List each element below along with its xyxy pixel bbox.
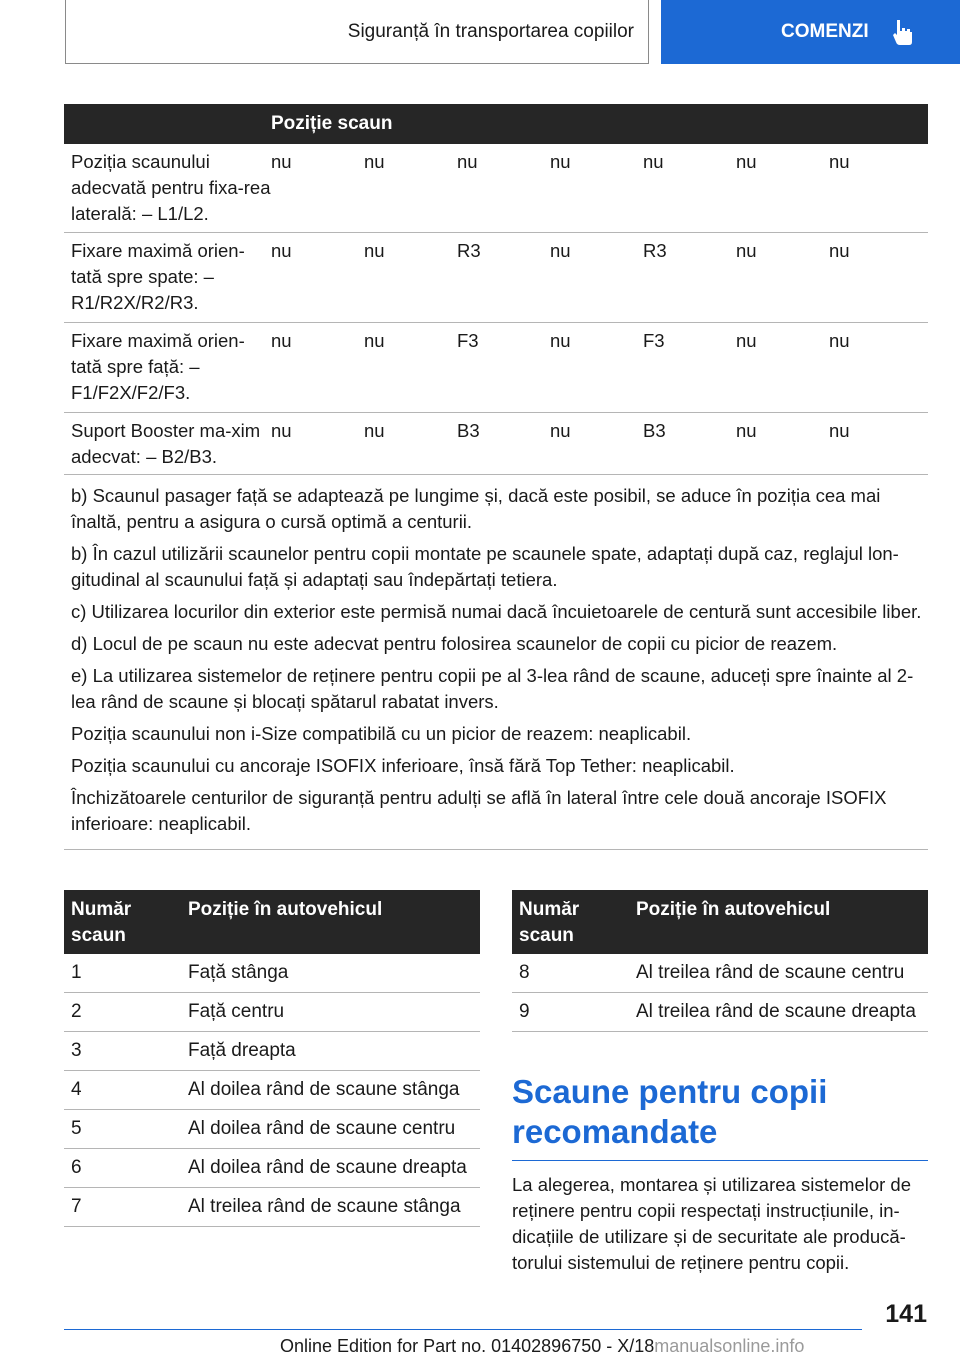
- table-header: [64, 890, 480, 954]
- seat-position-table: [64, 104, 928, 475]
- table-cell: nu: [457, 151, 478, 172]
- table-cell: nu: [829, 330, 850, 351]
- table-cell: nu: [829, 420, 850, 441]
- footnote: b) În cazul utilizării scaunelor pentru copii montate pe scaunele spate, adaptați după caz, reglajul lon-gitudinal al scaunului față și adaptați sau îndepărtați tetiera.: [71, 543, 899, 590]
- table-row: [64, 413, 928, 475]
- table-row: [64, 1110, 480, 1149]
- seat-position: Față stânga: [188, 962, 289, 983]
- table-cell: nu: [736, 151, 757, 172]
- table-cell: nu: [550, 330, 571, 351]
- table-cell: F3: [643, 330, 665, 351]
- header-section-label: Siguranță în transportarea copiilor: [347, 20, 634, 42]
- table-row: [64, 144, 928, 233]
- seat-number-table-right: [512, 890, 928, 1032]
- table-row: [64, 323, 928, 413]
- seat-number: 7: [71, 1196, 82, 1217]
- table-cell: B3: [457, 420, 480, 441]
- seat-position: Al treilea rând de scaune stânga: [188, 1196, 461, 1217]
- seat-number-table-left: [64, 890, 480, 1227]
- footer-edition-text: Online Edition for Part no. 01402896750 - X/18: [280, 1336, 655, 1356]
- seat-position: Al doilea rând de scaune stânga: [188, 1079, 460, 1100]
- footnotes: [64, 473, 928, 850]
- table-cell: nu: [271, 330, 292, 351]
- row-label: Fixare maximă orien-tată spre față: – F1/F2X/F2/F3.: [71, 330, 245, 403]
- table-cell: nu: [829, 151, 850, 172]
- table-row: [64, 1149, 480, 1188]
- seat-position: Față centru: [188, 1001, 285, 1022]
- footnote: Poziția scaunului non i-Size compatibilă cu un picior de reazem: neaplicabil.: [71, 723, 692, 744]
- table-row: [512, 993, 928, 1032]
- seat-number: 1: [71, 962, 82, 983]
- seat-number: 4: [71, 1079, 82, 1100]
- footnote: b) Scaunul pasager față se adaptează pe lungime și, dacă este posibil, se aduce în poziția cea mai înaltă, pentru a asigura o cursă optimă a centurii.: [71, 485, 881, 532]
- table-cell: B3: [643, 420, 666, 441]
- table-cell: nu: [271, 151, 292, 172]
- table-row: [64, 233, 928, 323]
- row-label: Suport Booster ma-xim adecvat: – B2/B3.: [71, 420, 261, 467]
- table-cell: nu: [550, 240, 571, 261]
- footnote: Închizătoarele centurilor de siguranță pentru adulți se află în lateral între cele două ancoraje ISOFIX inferioare: neaplicabil.: [71, 787, 887, 834]
- seat-number: 3: [71, 1040, 82, 1061]
- table-cell: nu: [550, 420, 571, 441]
- table-cell: R3: [643, 240, 667, 261]
- table-header: [64, 104, 928, 144]
- table-cell: nu: [643, 151, 664, 172]
- header-section-title: [65, 0, 649, 64]
- table-cell: nu: [271, 240, 292, 261]
- seat-number: 9: [519, 1001, 530, 1022]
- seat-number: 6: [71, 1157, 82, 1178]
- table-row: [64, 1188, 480, 1227]
- table-header: [512, 890, 928, 954]
- seat-position: Al treilea rând de scaune dreapta: [636, 1001, 916, 1022]
- table-cell: R3: [457, 240, 481, 261]
- table-row: [64, 1071, 480, 1110]
- table-cell: nu: [829, 240, 850, 261]
- col-header-seat-number: Număr scaun: [519, 899, 580, 946]
- seat-position: Al doilea rând de scaune dreapta: [188, 1157, 467, 1178]
- table-cell: nu: [364, 240, 385, 261]
- col-header-position: Poziție în autovehicul: [188, 899, 383, 920]
- table-row: [64, 993, 480, 1032]
- table-cell: F3: [457, 330, 479, 351]
- seat-position: Al doilea rând de scaune centru: [188, 1118, 456, 1139]
- seat-number: 2: [71, 1001, 82, 1022]
- table-cell: nu: [550, 151, 571, 172]
- header-category-tab[interactable]: [661, 0, 960, 64]
- col-header-seat-number: Număr scaun: [71, 899, 132, 946]
- footnote: c) Utilizarea locurilor din exterior este permisă numai dacă încuietoarele de centură sunt accesibile liber.: [71, 601, 922, 622]
- table-header-label: Poziție scaun: [271, 113, 393, 134]
- header-category-label: COMENZI: [781, 21, 869, 42]
- row-label: Poziția scaunului adecvată pentru fixa-rea laterală: – L1/L2.: [71, 151, 271, 224]
- section-heading: Scaune pentru copii recomandate: [512, 1072, 928, 1161]
- pointing-hand-icon: [891, 18, 915, 46]
- seat-position: Al treilea rând de scaune centru: [636, 962, 905, 983]
- seat-number: 8: [519, 962, 530, 983]
- seat-position: Față dreapta: [188, 1040, 296, 1061]
- table-cell: nu: [736, 330, 757, 351]
- table-cell: nu: [271, 420, 292, 441]
- table-cell: nu: [364, 330, 385, 351]
- footer-edition: [280, 1336, 804, 1357]
- table-row: [64, 954, 480, 993]
- page-number: 141: [885, 1300, 927, 1328]
- footer-divider: [64, 1329, 862, 1330]
- seat-number: 5: [71, 1118, 82, 1139]
- table-row: [64, 1032, 480, 1071]
- row-label: Fixare maximă orien-tată spre spate: – R1/R2X/R2/R3.: [71, 240, 245, 313]
- footer-watermark: manualsonline.info: [654, 1336, 805, 1356]
- footnote: Poziția scaunului cu ancoraje ISOFIX inferioare, însă fără Top Tether: neaplicabil.: [71, 755, 735, 776]
- table-cell: nu: [364, 420, 385, 441]
- footnote: d) Locul de pe scaun nu este adecvat pentru folosirea scaunelor de copii cu picior de reazem.: [71, 633, 838, 654]
- footnote: e) La utilizarea sistemelor de reținere pentru copii pe al 3-lea rând de scaune, aduceți spre înainte al 2-lea rând de scaune și blocați spătarul rabatat invers.: [71, 665, 914, 712]
- table-row: [512, 954, 928, 993]
- col-header-position: Poziție în autovehicul: [636, 899, 831, 920]
- table-cell: nu: [736, 240, 757, 261]
- section-body: La alegerea, montarea și utilizarea sistemelor de reținere pentru copii respectați instrucțiunile, in-dicațiile de utilizare și de securitate ale producă-torului sistemului de reținere pentru copii.: [512, 1174, 911, 1273]
- table-cell: nu: [364, 151, 385, 172]
- table-cell: nu: [736, 420, 757, 441]
